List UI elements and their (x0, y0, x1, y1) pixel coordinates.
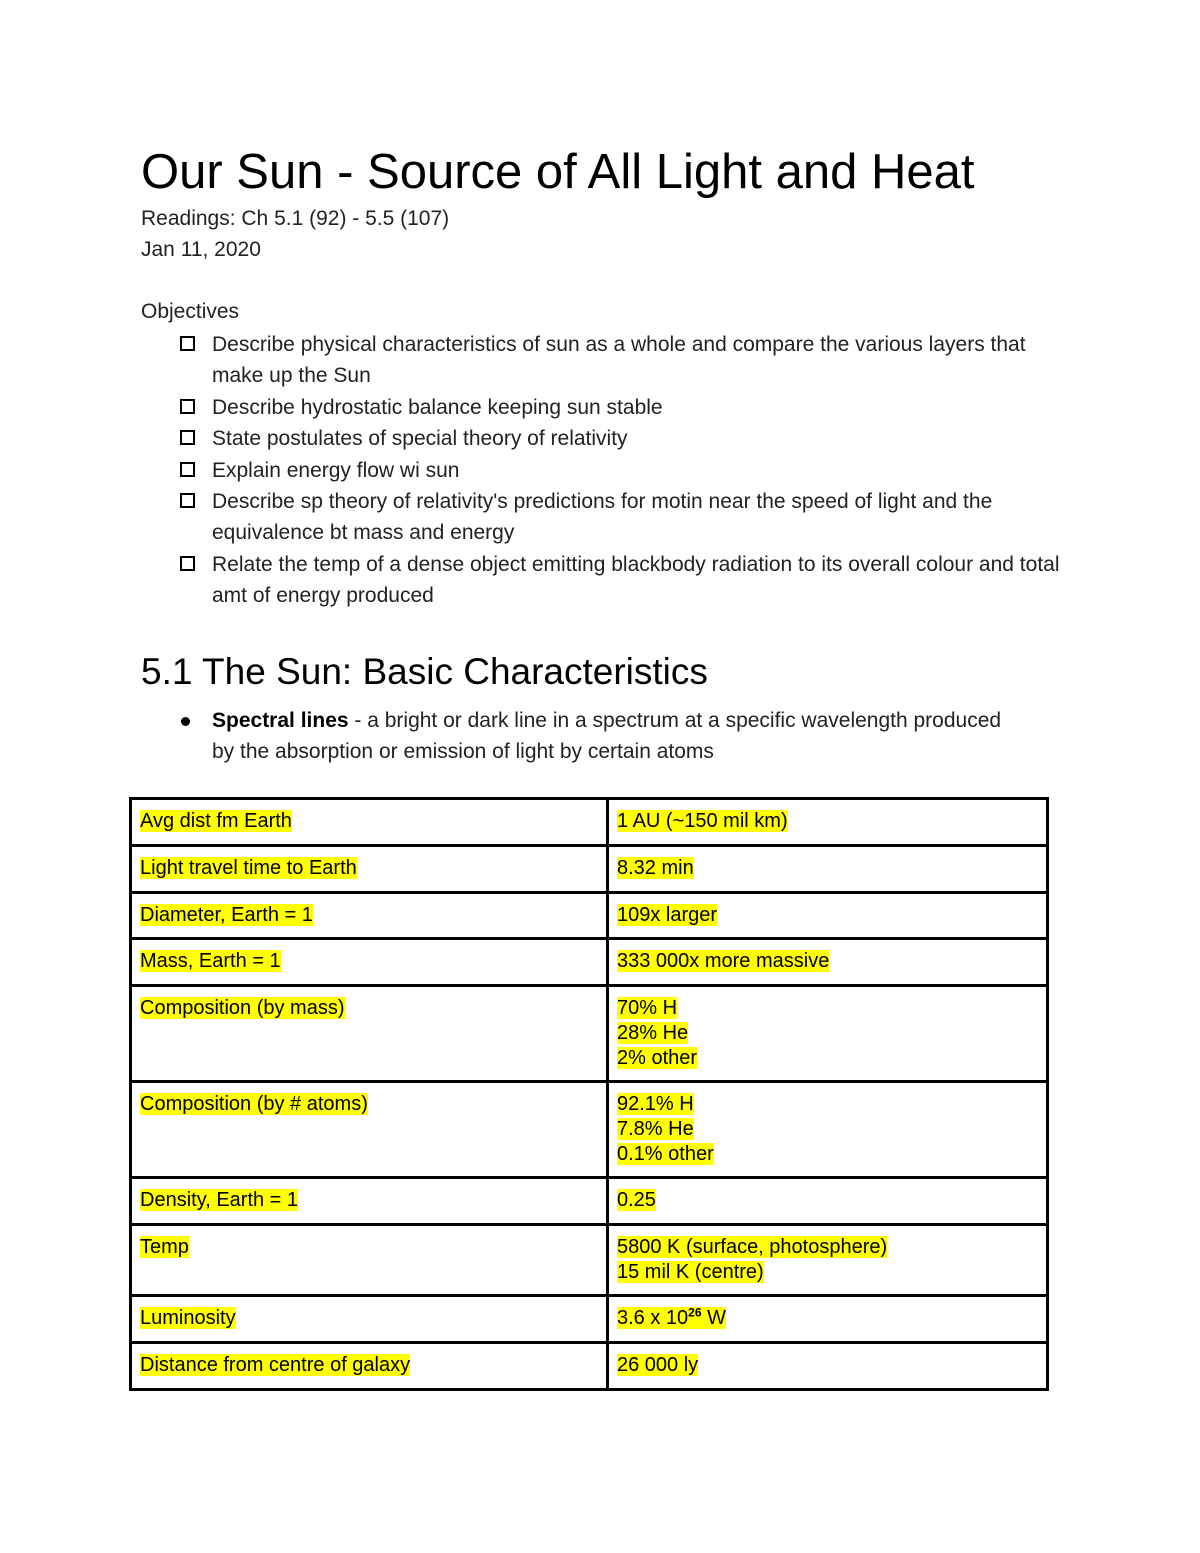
table-row (131, 1296, 1048, 1343)
table-cell-label (131, 986, 608, 1082)
objective-item (141, 486, 1061, 549)
definition-list (141, 705, 1021, 768)
row-value: 1 AU (~150 mil km) (617, 810, 788, 832)
row-label: Temp (140, 1236, 189, 1258)
row-value: 8.32 min (617, 857, 694, 879)
checkbox-icon[interactable] (180, 430, 195, 445)
table-row (131, 939, 1048, 986)
table-cell-value (608, 939, 1048, 986)
row-label: Avg dist fm Earth (140, 810, 292, 832)
row-value-line: 5800 K (surface, photosphere) (617, 1236, 888, 1258)
table-cell-value (608, 1343, 1048, 1390)
table-row (131, 799, 1048, 846)
row-value-line: 15 mil K (centre) (617, 1261, 764, 1283)
section-heading: 5.1 The Sun: Basic Characteristics (141, 651, 708, 692)
table-row (131, 846, 1048, 893)
table-row (131, 986, 1048, 1082)
table-cell-label (131, 893, 608, 939)
checkbox-icon[interactable] (180, 462, 195, 477)
table-cell-value (608, 893, 1048, 939)
table-row (131, 1178, 1048, 1225)
objective-item (141, 392, 1061, 423)
checkbox-icon[interactable] (180, 399, 195, 414)
checkbox-icon[interactable] (180, 336, 195, 351)
row-label: Composition (by mass) (140, 997, 345, 1019)
table-cell-value (608, 1082, 1048, 1178)
row-value-line: 28% He (617, 1022, 689, 1044)
table-row (131, 1225, 1048, 1296)
row-value: 109x larger (617, 904, 718, 926)
row-label: Composition (by # atoms) (140, 1093, 368, 1115)
objective-item (141, 549, 1061, 612)
objective-item (141, 329, 1061, 392)
objective-text: Describe hydrostatic balance keeping sun stable (212, 395, 663, 419)
definition-text: - a bright or dark line in a spectrum at a specific wavelength produced by the absorption or emission of light by certain atoms (212, 709, 1002, 764)
table-cell-label (131, 1296, 608, 1343)
table-cell-label (131, 846, 608, 893)
table-cell-label (131, 1343, 608, 1390)
row-value: 333 000x more massive (617, 950, 830, 972)
readings-line: Readings: Ch 5.1 (92) - 5.5 (107) (141, 207, 450, 230)
luminosity-base: 3.6 x 10 (617, 1307, 689, 1329)
bullet-icon (181, 717, 190, 726)
table-cell-value (608, 1225, 1048, 1296)
row-value-line: 92.1% H (617, 1093, 694, 1115)
sun-facts-table (129, 797, 1049, 1391)
row-value: 26 000 ly (617, 1354, 699, 1376)
objective-item (141, 455, 1061, 486)
table-cell-value (608, 799, 1048, 846)
objective-text: Relate the temp of a dense object emitting blackbody radiation to its overall colour and total amt of energy produced (212, 552, 1060, 608)
objective-text: Explain energy flow wi sun (212, 458, 460, 482)
table-cell-value (608, 1178, 1048, 1225)
table-cell-label (131, 1225, 608, 1296)
objective-text: Describe physical characteristics of sun as a whole and compare the various layers that make up the Sun (212, 333, 1026, 388)
table-row (131, 1082, 1048, 1178)
row-value (617, 1307, 726, 1329)
table-cell-value (608, 1296, 1048, 1343)
checkbox-icon[interactable] (180, 556, 195, 571)
table-row (131, 1343, 1048, 1390)
row-value-line: 2% other (617, 1047, 698, 1069)
row-label: Luminosity (140, 1307, 236, 1329)
table-cell-label (131, 1178, 608, 1225)
document-title: Our Sun - Source of All Light and Heat (141, 145, 975, 199)
objective-text: State postulates of special theory of relativity (212, 427, 628, 451)
row-label: Diameter, Earth = 1 (140, 904, 313, 926)
table-cell-value (608, 846, 1048, 893)
objectives-label: Objectives (141, 300, 240, 323)
definition-term: Spectral lines (212, 709, 349, 732)
table-cell-label (131, 939, 608, 986)
row-value-line: 7.8% He (617, 1118, 694, 1140)
row-value-line: 0.1% other (617, 1143, 714, 1165)
date-line: Jan 11, 2020 (141, 238, 261, 261)
row-value-line: 70% H (617, 997, 678, 1019)
table-cell-value (608, 986, 1048, 1082)
table-cell-label (131, 799, 608, 846)
table-cell-label (131, 1082, 608, 1178)
row-label: Light travel time to Earth (140, 857, 357, 879)
row-label: Density, Earth = 1 (140, 1189, 299, 1211)
checkbox-icon[interactable] (180, 493, 195, 508)
row-value: 0.25 (617, 1189, 656, 1211)
row-label: Mass, Earth = 1 (140, 950, 281, 972)
objective-text: Describe sp theory of relativity's predictions for motin near the speed of light and the equivalence bt mass and energy (212, 490, 993, 545)
row-label: Distance from centre of galaxy (140, 1354, 411, 1376)
table-row (131, 893, 1048, 939)
definition-item (141, 705, 1021, 768)
luminosity-exponent: 26 (688, 1305, 702, 1320)
objective-item (141, 423, 1061, 454)
luminosity-unit: W (701, 1307, 726, 1329)
objectives-checklist (141, 329, 1061, 612)
